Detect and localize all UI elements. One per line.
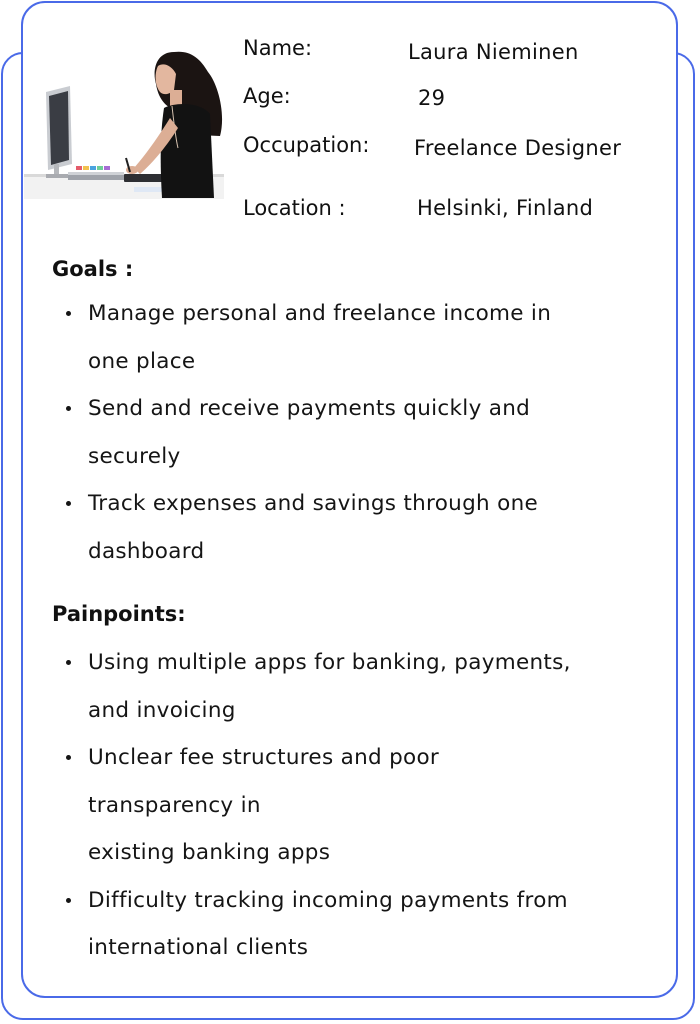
goal-item-line: dashboard — [88, 538, 205, 564]
age-label: Age: — [243, 84, 291, 108]
location-label: Location : — [243, 196, 346, 220]
name-label: Name: — [243, 36, 313, 60]
goal-item-line: one place — [88, 348, 196, 374]
painpoints-title: Painpoints: — [52, 602, 186, 626]
goals-list — [64, 290, 644, 575]
occupation-value: Freelance Designer — [414, 136, 622, 160]
persona-photo — [24, 44, 224, 199]
goals-title: Goals : — [52, 257, 134, 281]
painpoint-item-line: Unclear fee structures and poor — [88, 745, 440, 770]
painpoint-item — [64, 734, 644, 877]
painpoint-item-line: existing banking apps — [88, 840, 331, 865]
goal-item-line: Track expenses and savings through one — [88, 491, 539, 516]
painpoint-item-line: Using multiple apps for banking, payments, — [88, 650, 571, 675]
painpoint-item-line: and invoicing — [88, 697, 236, 723]
age-value: 29 — [418, 86, 446, 110]
painpoint-item-line: international clients — [88, 935, 309, 960]
goal-item-line: securely — [88, 443, 181, 469]
occupation-label: Occupation: — [243, 133, 370, 157]
painpoints-list — [64, 639, 644, 972]
goal-item — [64, 290, 644, 385]
location-value: Helsinki, Finland — [417, 196, 594, 220]
bullet-icon — [66, 660, 71, 665]
name-value: Laura Nieminen — [408, 40, 579, 64]
bullet-icon — [66, 898, 71, 903]
bullet-icon — [66, 755, 71, 760]
painpoint-item-line: transparency in — [88, 792, 261, 818]
goal-item — [64, 385, 644, 480]
goal-item-line: Manage personal and freelance income in — [88, 301, 552, 326]
painpoint-item — [64, 877, 644, 972]
goal-item-line: Send and receive payments quickly and — [88, 396, 531, 421]
goal-item — [64, 480, 644, 575]
bullet-icon — [66, 311, 71, 316]
painpoint-item — [64, 639, 644, 734]
painpoint-item-line: Difficulty tracking incoming payments from — [88, 887, 568, 913]
bullet-icon — [66, 501, 71, 506]
bullet-icon — [66, 406, 71, 411]
